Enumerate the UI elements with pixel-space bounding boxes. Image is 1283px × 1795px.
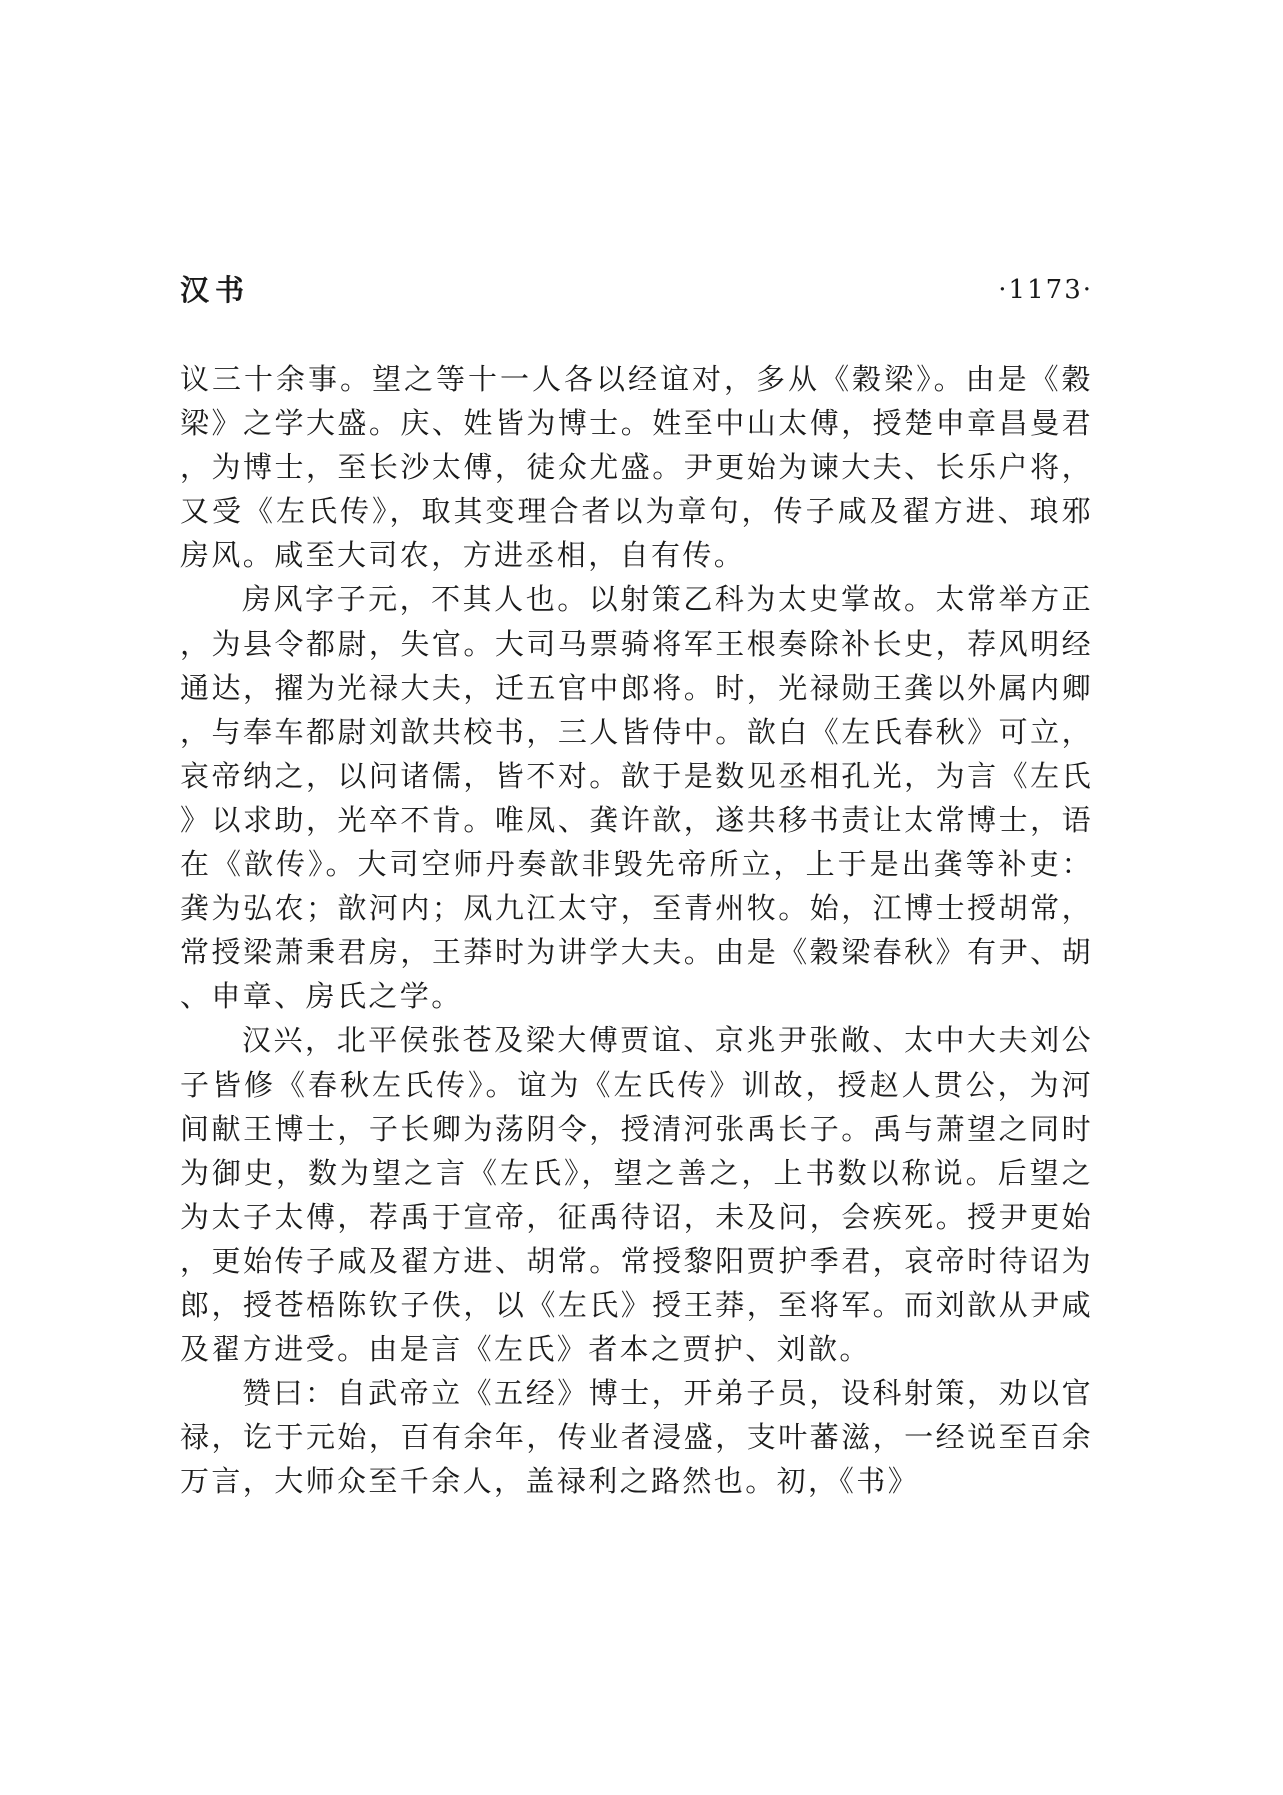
- paragraph-continued: 议三十余事。望之等十一人各以经谊对，多从《穀梁》。由是《穀梁》之学大盛。庆、姓皆为博士。姓至中山太傅，授楚申章昌曼君，为博士，至长沙太傅，徒众尤盛。尹更始为谏大夫、长乐户将，又受《左氏传》，取其变理合者以为章句，传子咸及翟方进、琅邪房风。咸至大司农，方进丞相，自有传。: [180, 362, 1093, 573]
- running-header: [180, 270, 1093, 310]
- paragraph-zan-yue: 赞曰：自武帝立《五经》博士，开弟子员，设科射策，劝以官禄，讫于元始，百有余年，传业者浸盛，支叶蕃滋，一经说至百余万言，大师众至千余人，盖禄利之路然也。初，《书》: [180, 1376, 1093, 1499]
- paragraph-fang-feng: 房风字子元，不其人也。以射策乙科为太史掌故。太常举方正，为县令都尉，失官。大司马票骑将军王根奏除补长史，荐风明经通达，擢为光禄大夫，迁五官中郎将。时，光禄勋王龚以外属内卿，与奉车都尉刘歆共校书，三人皆侍中。歆白《左氏春秋》可立，哀帝纳之，以问诸儒，皆不对。歆于是数见丞相孔光，为言《左氏》以求助，光卒不肯。唯凤、龚许歆，遂共移书责让太常博士，语在《歆传》。大司空师丹奏歆非毁先帝所立，上于是出龚等补吏：龚为弘农；歆河内；凤九江太守，至青州牧。始，江博士授胡常，常授梁萧秉君房，王莽时为讲学大夫。由是《穀梁春秋》有尹、胡、申章、房氏之学。: [180, 582, 1093, 1014]
- body-text: [180, 357, 1093, 1503]
- page-number: ·1173·: [998, 275, 1093, 305]
- paragraph-han-xing: 汉兴，北平侯张苍及梁大傅贾谊、京兆尹张敞、太中大夫刘公子皆修《春秋左氏传》。谊为《左氏传》训故，授赵人贯公，为河间献王博士，子长卿为荡阴令，授清河张禹长子。禹与萧望之同时为御史，数为望之言《左氏》，望之善之，上书数以称说。后望之为太子太傅，荐禹于宣帝，征禹待诏，未及问，会疾死。授尹更始，更始传子咸及翟方进、胡常。常授黎阳贾护季君，哀帝时待诏为郎，授苍梧陈钦子佚，以《左氏》授王莽，至将军。而刘歆从尹咸及翟方进受。由是言《左氏》者本之贾护、刘歆。: [180, 1023, 1093, 1367]
- book-title: 汉书: [180, 273, 251, 307]
